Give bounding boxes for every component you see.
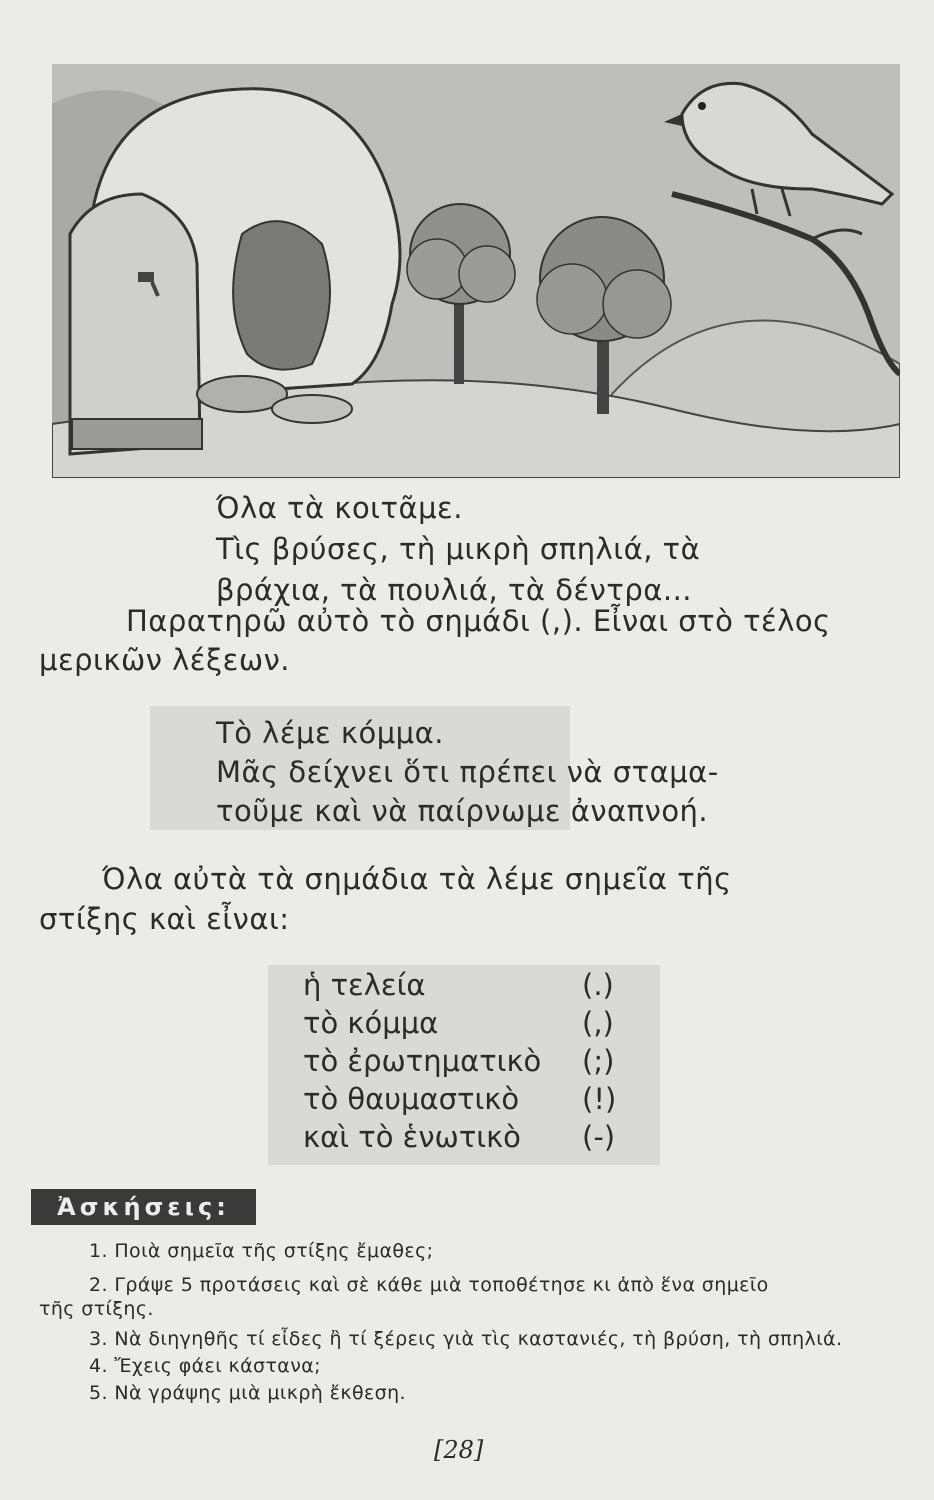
poem-line: Όλα τὰ κοιτᾶμε. bbox=[216, 491, 463, 525]
tap-icon bbox=[138, 272, 154, 282]
fountain bbox=[70, 194, 200, 454]
paragraph-line: Παρατηρῶ αὐτὸ τὸ σημάδι (,). Εἶναι στὸ τέλος bbox=[126, 604, 831, 638]
definition-line: Μᾶς δείχνει ὅτι πρέπει νὰ σταμα- bbox=[216, 755, 719, 789]
punctuation-name: τὸ θαυμαστικὸ bbox=[303, 1082, 520, 1116]
punctuation-mark: (!) bbox=[582, 1082, 617, 1116]
exercises-heading: Ἀσκήσεις: bbox=[31, 1189, 256, 1225]
exercise-item: 2. Γράψε 5 προτάσεις καὶ σὲ κάθε μιὰ τοποθέτησε κι ἀπὸ ἕνα σημεῖο bbox=[89, 1274, 769, 1296]
exercise-item: τῆς στίξης. bbox=[39, 1298, 154, 1320]
paragraph-line: μερικῶν λέξεων. bbox=[39, 643, 291, 677]
exercise-item: 1. Ποιὰ σημεῖα τῆς στίξης ἔμαθες; bbox=[89, 1240, 434, 1262]
trough bbox=[72, 419, 202, 449]
punctuation-mark: (;) bbox=[582, 1044, 615, 1078]
exercise-item: 4. Ἔχεις φάει κάστανα; bbox=[89, 1355, 321, 1377]
illustration bbox=[52, 64, 900, 478]
punctuation-mark: (.) bbox=[582, 968, 614, 1002]
poem-line: βράχια, τὰ πουλιά, τὰ δέντρα... bbox=[216, 573, 693, 607]
paragraph-line: Όλα αὐτὰ τὰ σημάδια τὰ λέμε σημεῖα τῆς bbox=[102, 862, 732, 896]
punctuation-name: ἡ τελεία bbox=[303, 968, 426, 1002]
punctuation-mark: (,) bbox=[582, 1006, 614, 1040]
punctuation-name: τὸ κόμμα bbox=[303, 1006, 439, 1040]
paragraph-line: στίξης καὶ εἶναι: bbox=[39, 902, 290, 936]
poem-line: Τὶς βρύσες, τὴ μικρὴ σπηλιά, τὰ bbox=[216, 532, 701, 566]
exercise-item: 3. Νὰ διηγηθῆς τί εἶδες ἢ τί ξέρεις γιὰ τὶς καστανιές, τὴ βρύση, τὴ σπηλιά. bbox=[89, 1328, 843, 1350]
definition-line: Τὸ λέμε κόμμα. bbox=[216, 716, 444, 750]
page-number: [28] bbox=[434, 1436, 484, 1464]
punctuation-mark: (-) bbox=[582, 1120, 616, 1154]
poem bbox=[216, 488, 700, 611]
tree-trunk bbox=[454, 294, 464, 384]
punctuation-name: καὶ τὸ ἑνωτικὸ bbox=[303, 1120, 521, 1154]
cave-opening bbox=[233, 221, 330, 369]
definition-line: τοῦμε καὶ νὰ παίρνωμε ἀναπνοή. bbox=[216, 794, 709, 828]
exercise-item: 5. Νὰ γράψης μιὰ μικρὴ ἔκθεση. bbox=[89, 1382, 406, 1404]
punctuation-name: τὸ ἐρωτηματικὸ bbox=[303, 1044, 542, 1078]
